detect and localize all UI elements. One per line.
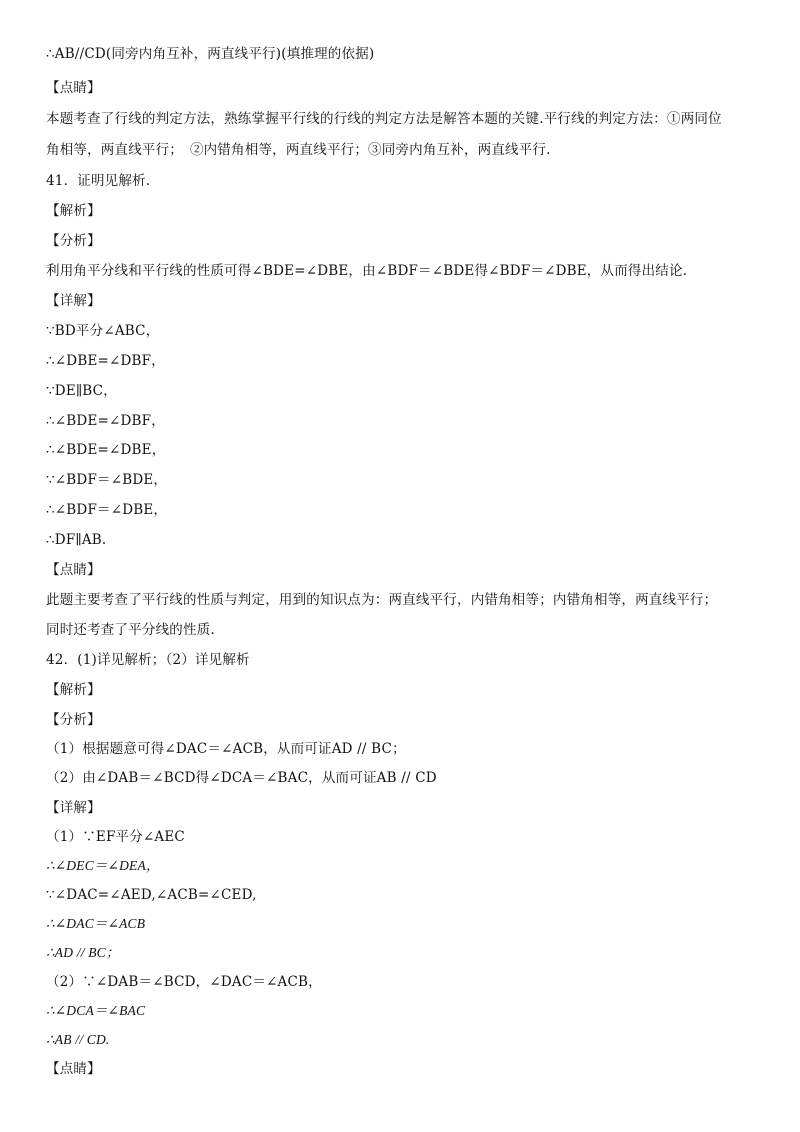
section-heading-xiangjie: 【详解】: [46, 800, 101, 816]
proof-step: ∴∠BDE=∠DBF，: [46, 413, 165, 429]
proof-step: （1）∵EF平分∠AEC: [46, 829, 185, 845]
proof-step: ∵∠BDF＝∠BDE，: [46, 472, 168, 488]
text-line: 本题考查了行线的判定方法，熟练掌握平行线的行线的判定方法是解答本题的关键.平行线的判定方法：①两同位: [46, 111, 722, 127]
text-line: （2）由∠DAB＝∠BCD得∠DCA＝∠BAC，从而可证AB // CD: [46, 770, 437, 786]
proof-step: ∴DF∥AB.: [46, 532, 107, 548]
text-line: ∴AB//CD(同旁内角互补，两直线平行)(填推理的依据): [46, 46, 375, 62]
text-line: （1）根据题意可得∠DAC＝∠ACB，从而可证AD // BC；: [46, 741, 406, 757]
proof-step: ∵∠DAC=∠AED,∠ACB=∠CED,: [46, 887, 257, 903]
section-heading-dianjing: 【点睛】: [46, 562, 101, 578]
text-line: 角相等，两直线平行； ②内错角相等，两直线平行；③同旁内角互补，两直线平行.: [46, 142, 551, 158]
text-line: 同时还考查了平分线的性质.: [46, 622, 215, 638]
section-heading-xiangjie: 【详解】: [46, 293, 101, 309]
proof-step: ∴∠BDE=∠DBE，: [46, 442, 166, 458]
section-heading-jiexi: 【解析】: [46, 203, 101, 219]
section-heading-dianjing: 【点睛】: [46, 80, 101, 96]
section-heading-dianjing: 【点睛】: [46, 1061, 101, 1077]
proof-step: ∴∠DAC＝∠ACB: [46, 916, 146, 931]
proof-step: （2）∵∠DAB＝∠BCD，∠DAC＝∠ACB，: [46, 974, 322, 990]
section-heading-fenxi: 【分析】: [46, 712, 101, 728]
proof-step: ∴AD // BC；: [46, 945, 120, 960]
proof-step: ∴∠BDF＝∠DBE，: [46, 502, 168, 518]
proof-step: ∴∠DBE=∠DBF，: [46, 353, 165, 369]
proof-step: ∵DE∥BC，: [46, 383, 117, 399]
section-heading-jiexi: 【解析】: [46, 682, 101, 698]
proof-step: ∴∠DCA＝∠BAC: [46, 1003, 146, 1018]
section-heading-fenxi: 【分析】: [46, 233, 101, 249]
text-line: 利用角平分线和平行线的性质可得∠BDE=∠DBE，由∠BDF＝∠BDE得∠BDF＝∠DBE，从而得出结论.: [46, 263, 688, 279]
proof-step: ∵BD平分∠ABC，: [46, 323, 160, 339]
proof-step: ∴AB // CD.: [46, 1032, 110, 1047]
question-42-answer: 42．(1)详见解析；（2）详见解析: [46, 652, 250, 668]
question-41-answer: 41．证明见解析.: [46, 173, 151, 189]
text-line: 此题主要考查了平行线的性质与判定，用到的知识点为：两直线平行，内错角相等；内错角相等，两直线平行；: [46, 592, 718, 608]
proof-step: ∴∠DEC＝∠DEA，: [46, 858, 160, 873]
